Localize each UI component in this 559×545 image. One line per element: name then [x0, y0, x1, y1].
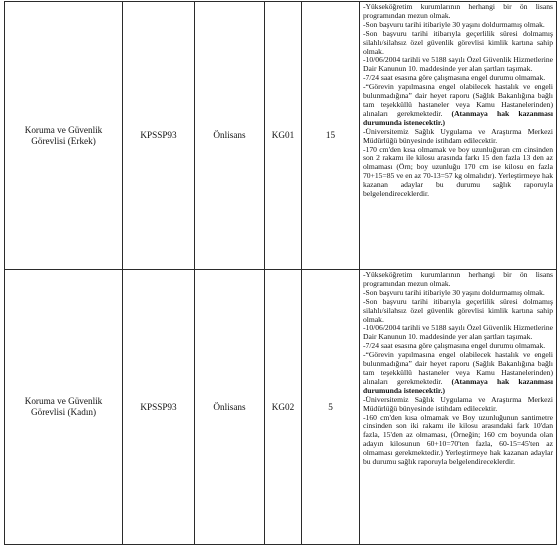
position-count-cell: 15: [302, 2, 360, 270]
requirement-item: -7/24 saat esasına göre çalışmasına engel durumu olmamak.: [363, 341, 546, 351]
education-level-cell: Önlisans: [195, 270, 265, 545]
table-row: [5, 2, 557, 270]
requirement-item: -Yükseköğretim kurumlarının herhangi bir ön lisans programından mezun olmak.: [363, 2, 553, 20]
requirement-item: -Üniversitemiz Sağlık Uygulama ve Araştırma Merkezi Müdürlüğü bünyesinde istihdam edilecektir.: [363, 126, 553, 145]
position-code-cell: KG01: [265, 2, 302, 270]
positions-table: [4, 1, 557, 545]
requirement-note-bold: (Atanmaya hak kazanması durumunda istenecektir.): [363, 108, 553, 127]
requirement-item: -160 cm'den kısa olmamak ve Boy uzunluğunun santimetre cinsinden son iki rakamı ile kilosu arasındaki fark 10'dan fazla, 15'den az olmaması, (Örneğin; 160 cm boyunda olan adayın kilosunun 60+10=70'ten fazla, 60-15=45'ten az olmaması gerekmektedir.) Yerleştirmeye hak kazanan adaylar bu durumu sağlık raporuyla belgelendireceklerdir.: [363, 412, 553, 467]
requirement-item: -Son başvuru tarihi itibariyle 30 yaşını doldurmamış olmak.: [363, 19, 545, 29]
requirements-cell: [360, 270, 557, 545]
requirement-item: -10/06/2004 tarihli ve 5188 sayılı Özel Güvenlik Hizmetlerine Dair Kanunun 10. maddesinde yer alan şartları taşımak.: [363, 323, 553, 342]
requirement-item: -Yükseköğretim kurumlarının herhangi bir ön lisans programından mezun olmak.: [363, 270, 553, 288]
requirement-item: -“Görevin yapılmasına engel olabilecek hastalık ve engeli bulunmadığına” dair heyet raporu (Sağlık Bakanlığına bağlı tam teşekküllü hastaneler veya Kamu Hastanelerinden) alınaları gerekmektedir. (Atanmaya hak kazanması durumunda istenecektir.): [363, 82, 553, 127]
position-count-cell: 5: [302, 270, 360, 545]
requirement-item: -7/24 saat esasına göre çalışmasına engel durumu olmamak.: [363, 73, 546, 83]
requirement-item: -Son başvuru tarihi itibarıyla geçerlilik süresi dolmamış silahlı/silahsız özel güvenlik görevlisi kimlik kartına sahip olmak.: [363, 296, 553, 324]
requirements-cell: [360, 2, 557, 270]
exam-type-cell: KPSSP93: [123, 270, 195, 545]
requirement-item: -10/06/2004 tarihli ve 5188 sayılı Özel Güvenlik Hizmetlerine Dair Kanunun 10. maddesinde yer alan şartları taşımak.: [363, 55, 553, 74]
requirement-note-bold: (Atanmaya hak kazanması durumunda istenecektir.): [363, 376, 553, 395]
exam-type-cell: KPSSP93: [123, 2, 195, 270]
requirement-item: -Üniversitemiz Sağlık Uygulama ve Araştırma Merkezi Müdürlüğü bünyesinde istihdam edilecektir.: [363, 394, 553, 413]
education-level-cell: Önlisans: [195, 2, 265, 270]
position-title-cell: Koruma ve Güvenlik Görevlisi (Kadın): [5, 270, 123, 545]
position-code-cell: KG02: [265, 270, 302, 545]
requirement-item: -Son başvuru tarihi itibarıyla geçerlilik süresi dolmamış silahlı/silahsız özel güvenlik görevlisi kimlik kartına sahip olmak.: [363, 28, 553, 56]
requirement-item: -“Görevin yapılmasına engel olabilecek hastalık ve engeli bulunmadığına” dair heyet raporu (Sağlık Bakanlığına bağlı tam teşekküllü hastaneler veya Kamu Hastanelerinden) alınaları gerekmektedir. (Atanmaya hak kazanması durumunda istenecektir.): [363, 350, 553, 395]
table-row: [5, 270, 557, 545]
position-title-cell: Koruma ve Güvenlik Görevlisi (Erkek): [5, 2, 123, 270]
requirement-item: -Son başvuru tarihi itibariyle 30 yaşını doldurmamış olmak.: [363, 287, 545, 297]
requirement-item: -170 cm'den kısa olmamak ve boy uzunluğuran cm cinsinden son 2 rakamı ile kilosu arasında farkı 15 den fazla 13 den az olmaması (Örn; boy uzunluğu 170 cm ise kilosu en fazla 70+15=85 ve en az 70-13=57 kg olmalıdır). Yerleştirmeye hak kazanan adaylar bu durumu sağlık raporuyla belgelendireceklerdir.: [363, 144, 553, 199]
